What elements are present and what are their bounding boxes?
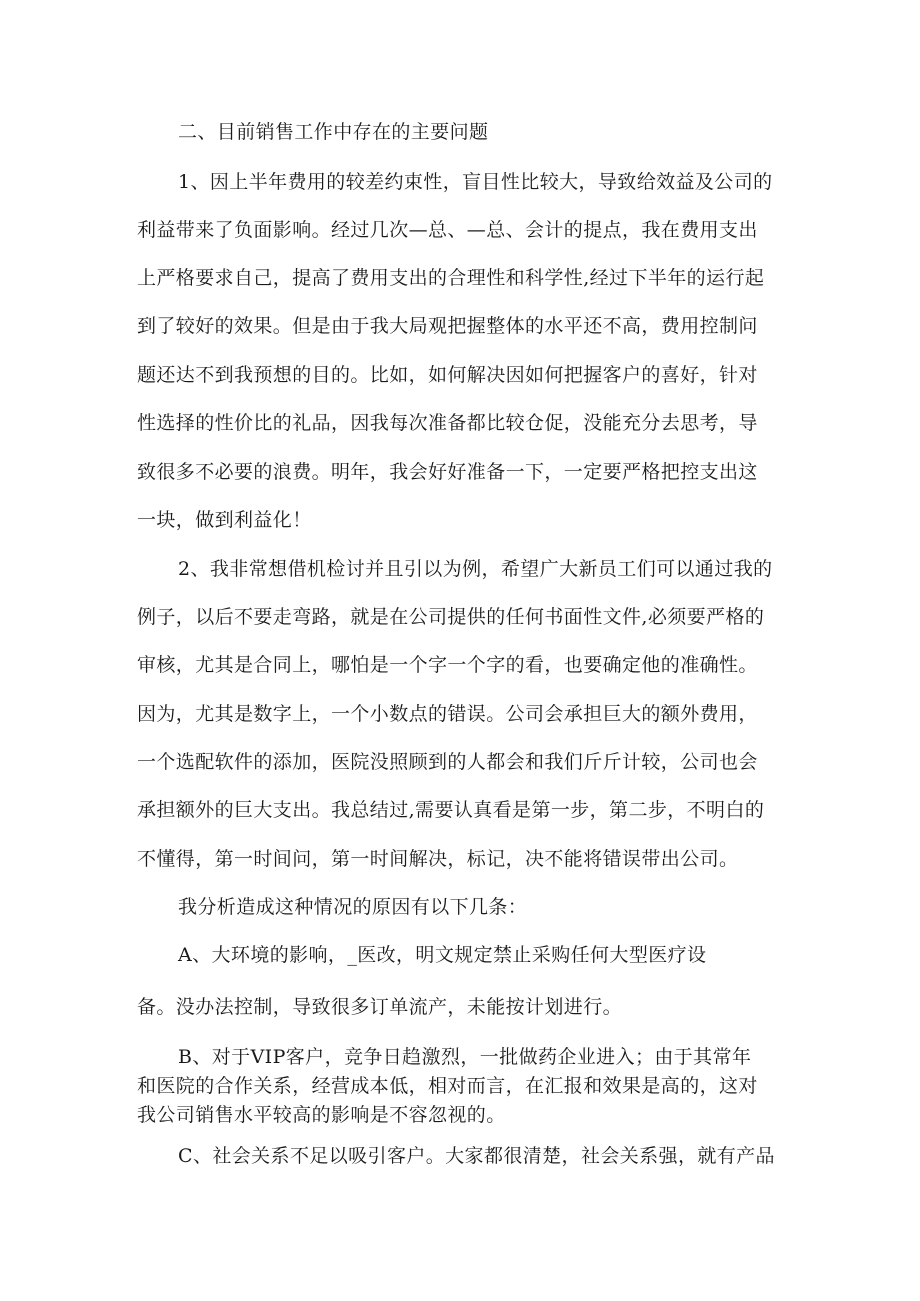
section-heading: 二、目前销售工作中存在的主要问题 — [178, 121, 489, 143]
paragraph-line: 题还达不到我预想的目的。比如，如何解决因如何把握客户的喜好，针对 — [137, 364, 758, 386]
item-line: 我公司销售水平较高的影响是不容忽视的。 — [137, 1104, 506, 1126]
paragraph-line: 一个选配软件的添加，医院没照顾到的人都会和我们斤斤计较，公司也会 — [137, 751, 758, 773]
paragraph-line: 因为，尤其是数字上，一个小数点的错误。公司会承担巨大的额外费用， — [137, 703, 758, 725]
paragraph-line: 不懂得，第一时间问，第一时间解决，标记，决不能将错误带出公司。 — [137, 848, 739, 870]
paragraph-line: 例子，以后不要走弯路，就是在公司提供的任何书面性文件,必须要严格的 — [137, 606, 765, 628]
paragraph-line: 一块，做到利益化！ — [137, 509, 312, 531]
paragraph-line: 致很多不必要的浪费。明年，我会好好准备一下，一定要严格把控支出这 — [137, 461, 758, 483]
item-line: C、社会关系不足以吸引客户。大家都很清楚，社会关系强，就有产品 — [178, 1145, 775, 1167]
item-line: 备。没办法控制，导致很多订单流产，未能按计划进行。 — [137, 996, 623, 1018]
item-line: 和医院的合作关系，经营成本低，相对而言，在汇报和效果是高的，这对 — [137, 1075, 758, 1097]
analysis-intro: 我分析造成这种情况的原因有以下几条： — [178, 896, 528, 918]
paragraph-line: 利益带来了负面影响。经过几次—总、—总、会计的提点，我在费用支出 — [137, 219, 758, 241]
item-line: B、对于VIP客户，竞争日趋激烈，一批做药企业进入；由于其常年 — [178, 1046, 752, 1068]
item-line: A、大环境的影响，_医改，明文规定禁止采购任何大型医疗设 — [178, 944, 707, 966]
paragraph-line: 审核，尤其是合同上，哪怕是一个字一个字的看，也要确定他的准确性。 — [137, 654, 758, 676]
paragraph-line: 承担额外的巨大支出。我总结过,需要认真看是第一步，第二步，不明白的 — [137, 799, 765, 821]
paragraph-line: 1、因上半年费用的较差约束性，盲目性比较大，导致给效益及公司的 — [178, 171, 773, 193]
paragraph-line: 到了较好的效果。但是由于我大局观把握整体的水平还不高，费用控制问 — [137, 315, 758, 337]
paragraph-line: 性选择的性价比的礼品，因我每次准备都比较仓促，没能充分去思考，导 — [137, 412, 758, 434]
paragraph-line: 上严格要求自己，提高了费用支出的合理性和科学性,经过下半年的运行起 — [137, 267, 765, 289]
paragraph-line: 2、我非常想借机检讨并且引以为例，希望广大新员工们可以通过我的 — [178, 558, 773, 580]
